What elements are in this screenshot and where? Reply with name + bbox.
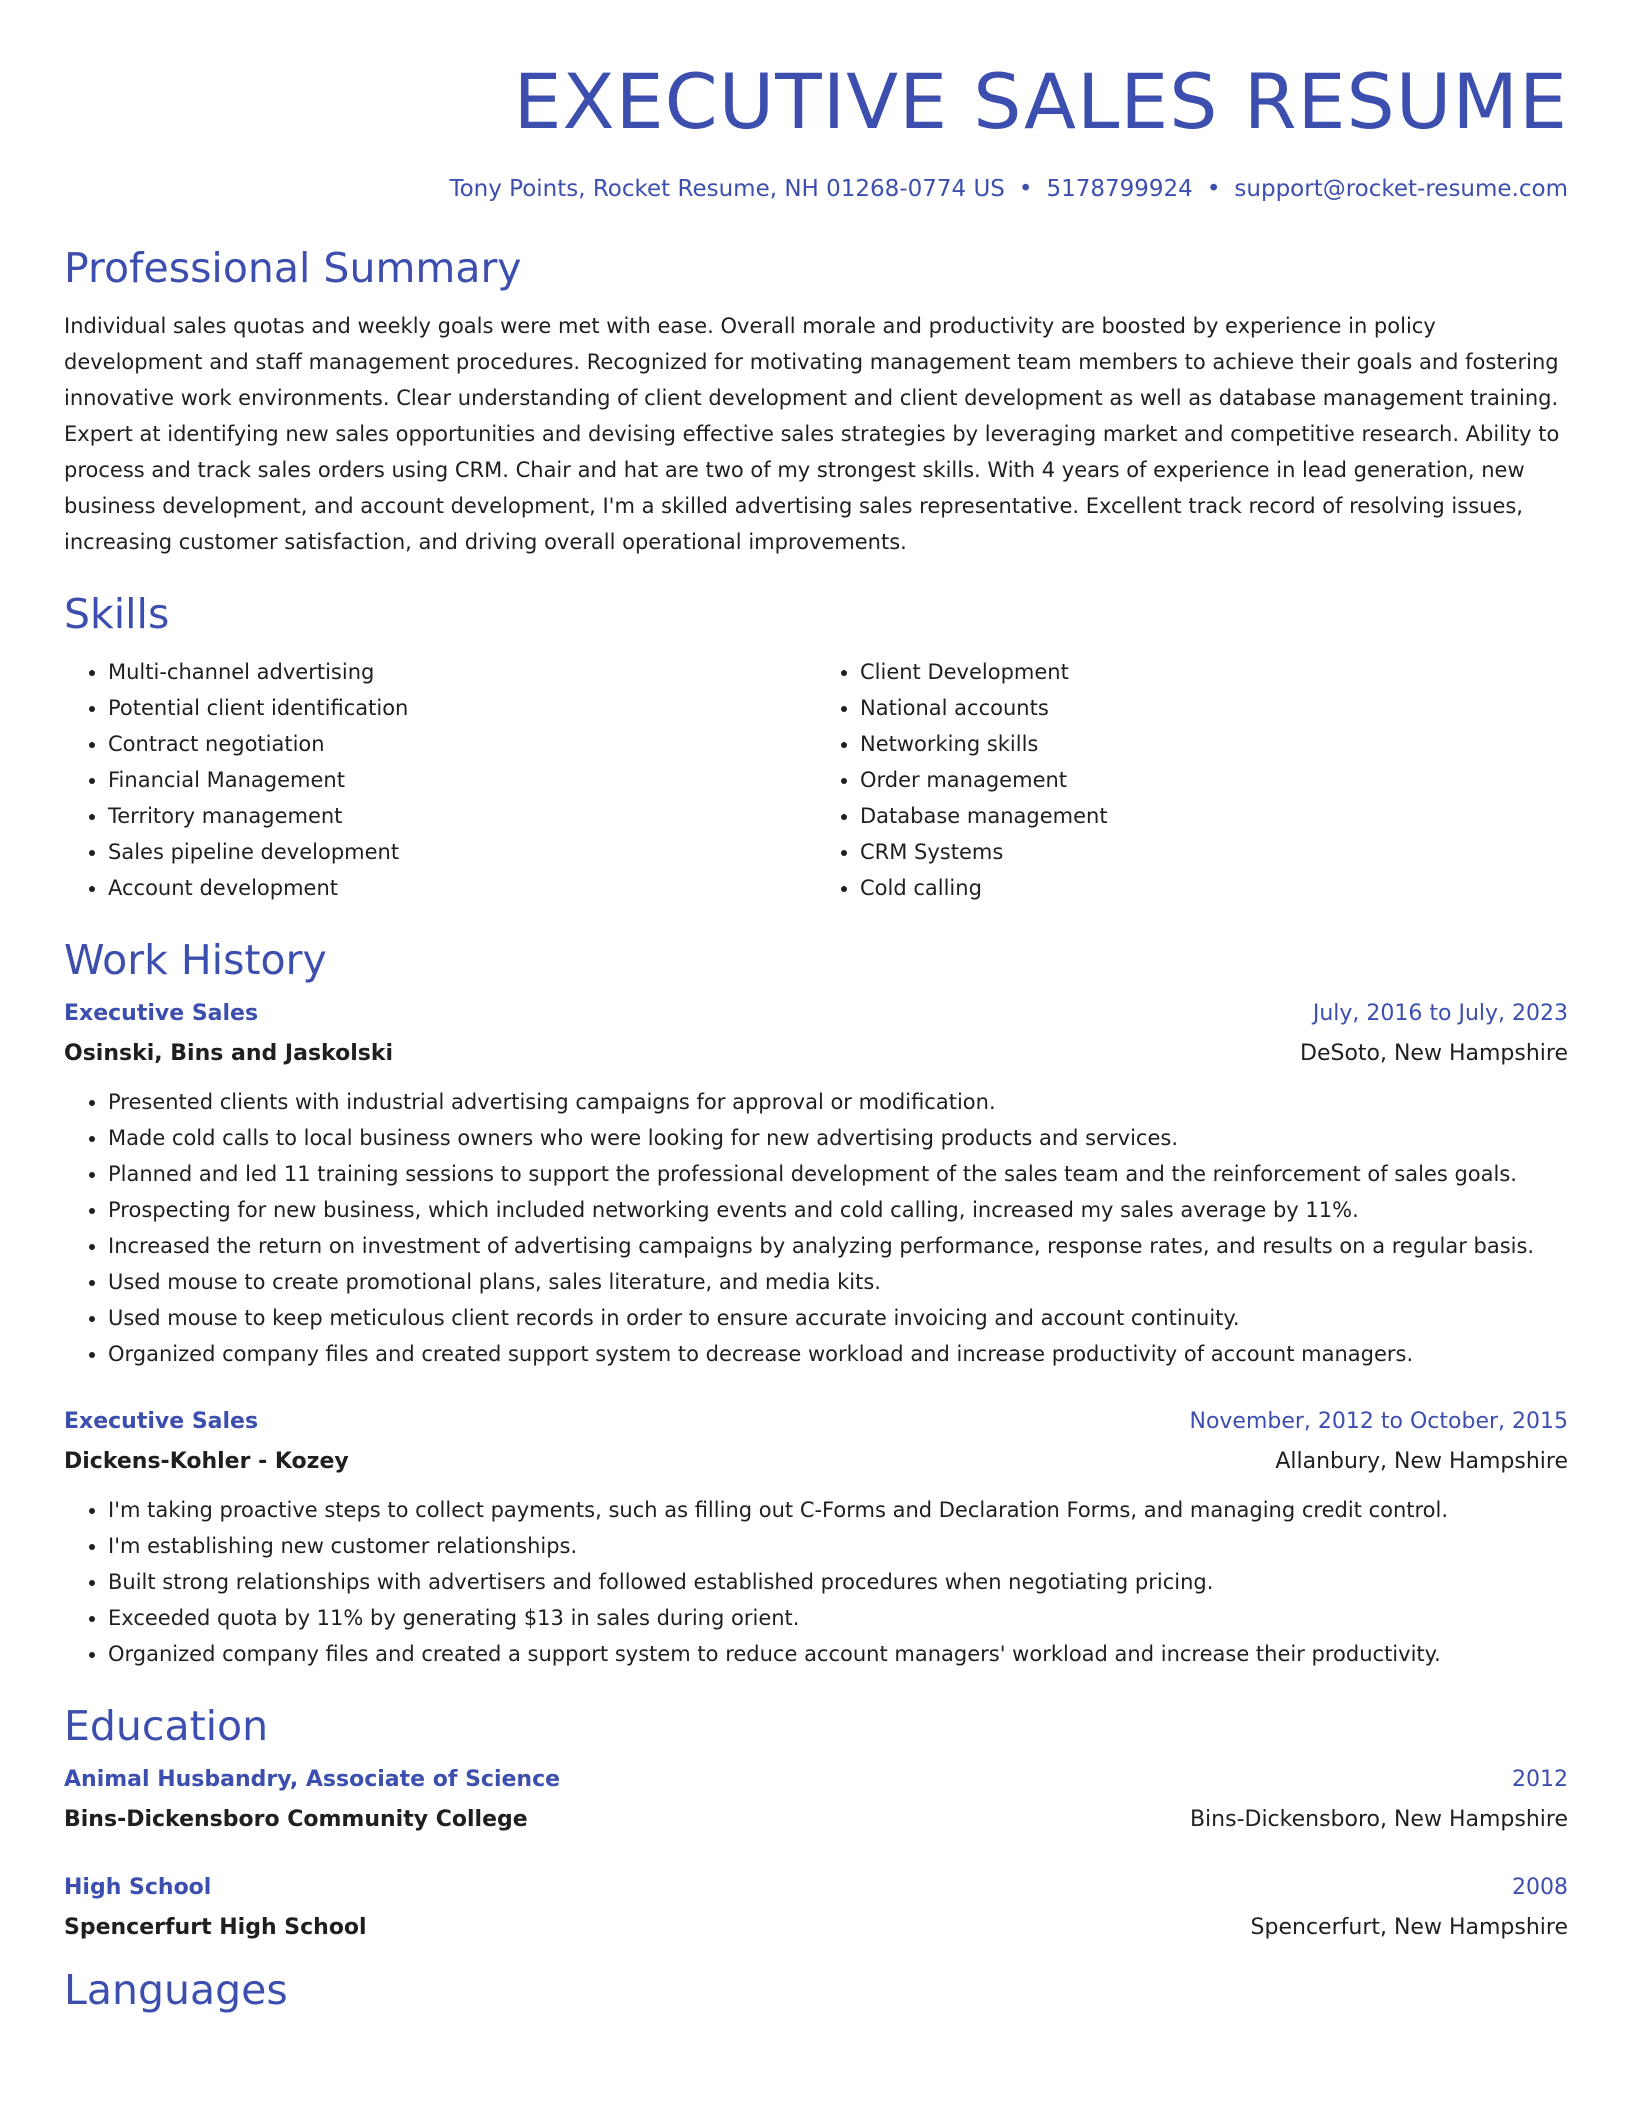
job-location: Allanbury, New Hampshire (1275, 1449, 1568, 1474)
entry-org-row (64, 1034, 1568, 1074)
job-bullet: • Organized company files and created a support system to reduce account managers' workload and increase their productivity. (108, 1636, 1568, 1672)
languages-section (64, 1962, 1568, 2018)
skills-grid (64, 654, 1568, 906)
skill-item: • Cold calling (860, 870, 1568, 906)
skill-item: • Networking skills (860, 726, 1568, 762)
job-bullet: • Prospecting for new business, which included networking events and cold calling, increased my sales average by 11%. (108, 1192, 1568, 1228)
skills-section (64, 586, 1568, 906)
school-location: Spencerfurt, New Hampshire (1250, 1915, 1568, 1940)
skill-item: • Sales pipeline development (108, 834, 816, 870)
job-title: Executive Sales (64, 1409, 259, 1434)
work-entry (64, 1402, 1568, 1672)
job-company: Osinski, Bins and Jaskolski (64, 1041, 394, 1066)
skill-item: • National accounts (860, 690, 1568, 726)
resume-title: EXECUTIVE SALES RESUME (513, 57, 1568, 146)
work-entry (64, 994, 1568, 1372)
job-bullet: • Made cold calls to local business owners who were looking for new advertising products and services. (108, 1120, 1568, 1156)
skill-item: • Financial Management (108, 762, 816, 798)
section-title-work: Work History (64, 936, 327, 984)
job-bullets (64, 1084, 1568, 1372)
school-name: Bins-Dickensboro Community College (64, 1807, 528, 1832)
contact-address: Tony Points, Rocket Resume, NH 01268-0774 US (449, 176, 1005, 202)
contact-separator: • (1018, 176, 1033, 202)
work-history-section (64, 932, 1568, 1672)
job-bullet: • Planned and led 11 training sessions to support the professional development of the sales team and the reinforcement of sales goals. (108, 1156, 1568, 1192)
resume-header (64, 52, 1568, 206)
section-title-summary: Professional Summary (64, 244, 522, 292)
skill-item: • Order management (860, 762, 1568, 798)
entry-header-row (64, 1402, 1568, 1442)
degree-title: High School (64, 1875, 212, 1900)
section-title-languages: Languages (64, 1966, 288, 2014)
skill-item: • Territory management (108, 798, 816, 834)
entry-org-row (64, 1442, 1568, 1482)
education-entry (64, 1760, 1568, 1840)
contact-phone: 5178799924 (1046, 176, 1193, 202)
job-bullet: • Used mouse to keep meticulous client records in order to ensure accurate invoicing and account continuity. (108, 1300, 1568, 1336)
contact-email[interactable]: support@rocket-resume.com (1234, 176, 1568, 202)
section-title-skills: Skills (64, 590, 170, 638)
skills-list-left (64, 654, 816, 906)
job-bullet: • Used mouse to create promotional plans, sales literature, and media kits. (108, 1264, 1568, 1300)
contact-line (64, 172, 1568, 206)
skill-item: • Contract negotiation (108, 726, 816, 762)
contact-separator: • (1206, 176, 1221, 202)
entry-org-row (64, 1800, 1568, 1840)
skill-item: • Client Development (860, 654, 1568, 690)
entry-header-row (64, 1868, 1568, 1908)
job-location: DeSoto, New Hampshire (1300, 1041, 1568, 1066)
school-location: Bins-Dickensboro, New Hampshire (1189, 1807, 1568, 1832)
professional-summary-section (64, 240, 1568, 560)
school-name: Spencerfurt High School (64, 1915, 367, 1940)
education-section (64, 1698, 1568, 1948)
skills-list-right (816, 654, 1568, 906)
section-title-education: Education (64, 1702, 269, 1750)
summary-text: Individual sales quotas and weekly goals were met with ease. Overall morale and productivity are boosted by experience in policy development and staff management procedures. Recognized for motivating management team members to achieve their goals and fostering innovative work environments. Clear understanding of client development and client development as well as database management training. Expert at identifying new sales opportunities and devising effective sales strategies by leveraging market and competitive research. Ability to process and track sales orders using CRM. Chair and hat are two of my strongest skills. With 4 years of experience in lead generation, new business development, and account development, I'm a skilled advertising sales representative. Excellent track record of resolving issues, increasing customer satisfaction, and driving overall operational improvements. (64, 314, 1560, 554)
job-dates: November, 2012 to October, 2015 (1189, 1409, 1568, 1434)
job-bullet: • Organized company files and created support system to decrease workload and increase productivity of account managers. (108, 1336, 1568, 1372)
entry-header-row (64, 1760, 1568, 1800)
skill-item: • Database management (860, 798, 1568, 834)
job-bullet: • Exceeded quota by 11% by generating $13 in sales during orient. (108, 1600, 1568, 1636)
skill-item: • Multi-channel advertising (108, 654, 816, 690)
entry-org-row (64, 1908, 1568, 1948)
skill-item: • Account development (108, 870, 816, 906)
job-bullet: • I'm establishing new customer relationships. (108, 1528, 1568, 1564)
degree-title: Animal Husbandry, Associate of Science (64, 1767, 561, 1792)
job-bullets (64, 1492, 1568, 1672)
job-bullet: • Built strong relationships with advertisers and followed established procedures when negotiating pricing. (108, 1564, 1568, 1600)
entry-header-row (64, 994, 1568, 1034)
degree-year: 2008 (1512, 1875, 1568, 1900)
skill-item: • CRM Systems (860, 834, 1568, 870)
job-bullet: • I'm taking proactive steps to collect payments, such as filling out C-Forms and Declaration Forms, and managing credit control. (108, 1492, 1568, 1528)
education-entry (64, 1868, 1568, 1948)
skill-item: • Potential client identification (108, 690, 816, 726)
job-bullet: • Increased the return on investment of advertising campaigns by analyzing performance, response rates, and results on a regular basis. (108, 1228, 1568, 1264)
job-bullet: • Presented clients with industrial advertising campaigns for approval or modification. (108, 1084, 1568, 1120)
job-company: Dickens-Kohler - Kozey (64, 1449, 349, 1474)
degree-year: 2012 (1512, 1767, 1568, 1792)
job-dates: July, 2016 to July, 2023 (1312, 1001, 1568, 1026)
job-title: Executive Sales (64, 1001, 259, 1026)
